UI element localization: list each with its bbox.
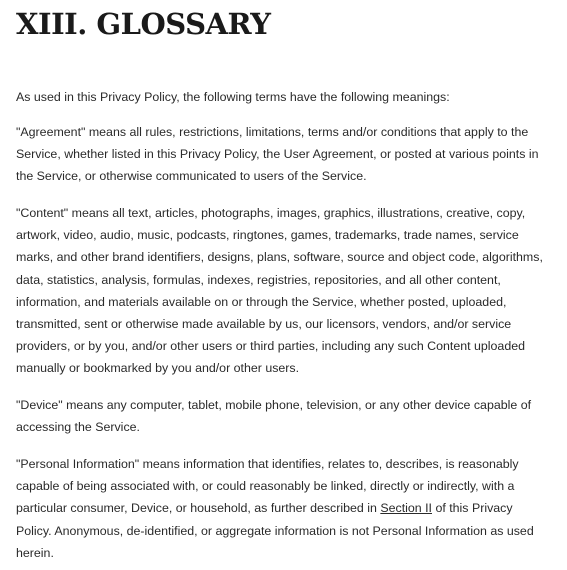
section-heading: XIII. GLOSSARY [16, 7, 271, 41]
personal-information-text-before: "Personal Information" means information that identifies, relates to, describes, is reasonably capable of being associated with, or could reasonably be linked, directly or indirectly, with a particular consumer, Device, or household, as further described in [16, 457, 519, 516]
personal-information-text-after: of this Privacy Policy. Anonymous, de-identified, or aggregate information is not Personal Information as used herein. [16, 501, 534, 560]
agreement-definition: "Agreement" means all rules, restrictions, limitations, terms and/or conditions that apply to the Service, whether listed in this Privacy Policy, the User Agreement, or posted at various points in the Service, or otherwise communicated to users of the Service. [16, 125, 539, 184]
personal-information-definition [16, 453, 546, 564]
content-definition: "Content" means all text, articles, photographs, images, graphics, illustrations, creative, copy, artwork, video, audio, music, podcasts, ringtones, games, trademarks, trade names, service marks, and other brand identifiers, designs, plans, software, source and object code, algorithms, data, statistics, analysis, formulas, indexes, registries, repositories, and all other content, information, and materials available on or through the Service, whether posted, uploaded, transmitted, sent or otherwise made available by us, our licensors, vendors, and/or service providers, or by you, and/or other users or third parties, including any such Content uploaded manually or bookmarked by you and/or other users. [16, 206, 543, 376]
section-ii-link[interactable]: Section II [380, 501, 432, 516]
intro-paragraph: As used in this Privacy Policy, the following terms have the following meanings: [16, 90, 450, 104]
device-definition: "Device" means any computer, tablet, mobile phone, television, or any other device capable of accessing the Service. [16, 398, 532, 435]
